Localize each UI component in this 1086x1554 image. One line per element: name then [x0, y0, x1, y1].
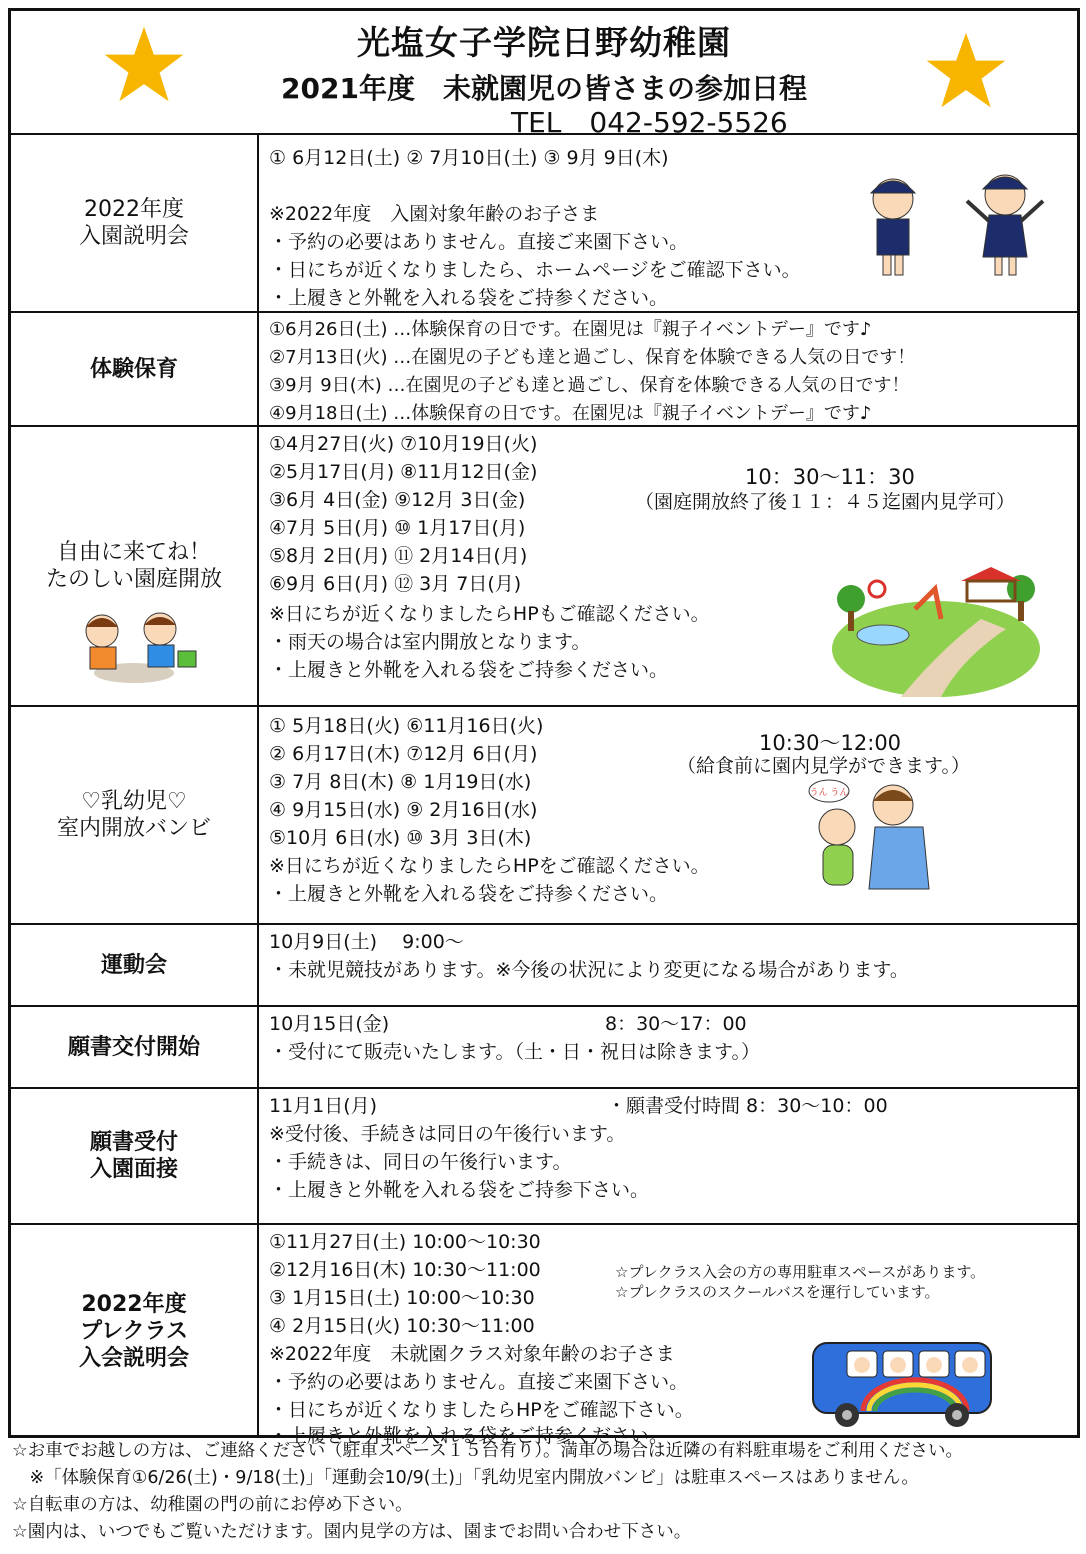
note-line: ・日にちが近くなりましたらHPをご確認下さい。: [269, 1399, 694, 1421]
time-note: （園庭開放終了後１１：４５迄園内見学可）: [635, 491, 1016, 513]
row-label: [11, 707, 259, 923]
row-label: [11, 1089, 259, 1223]
date-line: ④ 9月15日(水) ⑨ 2月16日(水): [269, 799, 538, 821]
date-line: ①11月27日(土) 10:00～10:30: [269, 1231, 541, 1253]
time-range: ・願書受付時間 8：30～10：00: [607, 1095, 888, 1117]
note-line: ・未就児競技があります。※今後の状況により変更になる場合があります。: [269, 959, 909, 981]
label-text: 2022年度 入園説明会: [78, 197, 189, 249]
row-undokai: [11, 925, 1077, 1007]
note-line: ・上履きと外靴を入れる袋をご持参ください。: [269, 287, 669, 309]
note-line: ・予約の必要はありません。直接ご来園下さい。: [269, 1371, 689, 1393]
date-line: ⑤10月 6日(水) ⑩ 3月 3日(木): [269, 827, 532, 849]
note-line: ・予約の必要はありません。直接ご来園下さい。: [269, 231, 689, 253]
label-text: 願書受付 入園面接: [89, 1130, 178, 1182]
row-content: [265, 707, 1077, 923]
row-content: [265, 1225, 1077, 1447]
row-content: [265, 427, 1077, 705]
schedule-sheet: [8, 8, 1080, 1447]
date-line: ①4月27日(火) ⑦10月19日(火): [269, 433, 538, 455]
date-line: ②12月16日(木) 10:30～11:00: [269, 1259, 541, 1281]
tel-number: TEL 042-592-5526: [511, 106, 788, 139]
time-range: 10：30～11：30: [745, 465, 915, 489]
date-line: 10月15日(金): [269, 1013, 390, 1035]
time-range: 10:30～12:00: [759, 731, 902, 755]
speech-bubble-text: うん うん: [809, 788, 849, 798]
row-content: [265, 1007, 1077, 1087]
date-line: ④ 2月15日(火) 10:30～11:00: [269, 1315, 535, 1337]
date-line: ⑤8月 2日(月) ⑪ 2月14日(月): [269, 545, 528, 567]
date-line: ④9月18日(土) …体験保育の日です。在園児は『親子イベントデー』です♪: [269, 403, 872, 424]
date-line: ③6月 4日(金) ⑨12月 3日(金): [269, 489, 526, 511]
date-line: 11月1日(月): [269, 1095, 378, 1117]
date-line: ③ 7月 8日(木) ⑧ 1月19日(水): [269, 771, 532, 793]
note-line: ・上履きと外靴を入れる袋をご持参ください。: [269, 1425, 669, 1447]
side-note: ☆プレクラスのスクールバスを運行しています。: [615, 1283, 940, 1301]
time-note: （給食前に園内見学ができます。）: [677, 755, 970, 777]
header: [11, 11, 1077, 139]
label-text: 運動会: [100, 952, 167, 978]
date-line: ⑥9月 6日(月) ⑫ 3月 7日(月): [269, 573, 522, 595]
note-line: ・手続きは、同日の午後行います。: [269, 1151, 572, 1173]
row-entei: [11, 427, 1077, 707]
kindergarten-children-illustration: [855, 161, 1055, 281]
note-line: ※受付後、手続きは同日の午後行います。: [269, 1123, 626, 1145]
footer-line: ☆お車でお越しの方は、ご連絡ください（駐車スペース１５台有り）。満車の場合は近隣の有料駐車場をご利用ください。: [12, 1441, 964, 1461]
label-text: ♡乳幼児♡ 室内開放バンビ: [56, 789, 211, 841]
row-content: [265, 925, 1077, 1005]
parent-baby-illustration: [805, 777, 935, 895]
park-illustration: [831, 559, 1041, 699]
row-label: [11, 313, 259, 425]
note-line: ・受付にて販売いたします。（土・日・祝日は除きます。）: [269, 1041, 760, 1063]
row-ganshokofu: [11, 1007, 1077, 1089]
date-line: ③9月 9日(木) …在園児の子ども達と過ごし、保育を体験できる人気の日です！: [269, 375, 910, 396]
note-line: ・雨天の場合は室内開放となります。: [269, 631, 591, 653]
row-content: [265, 135, 1077, 311]
row-label: [11, 135, 259, 311]
label-text: 自由に来てね！ たのしい園庭開放: [45, 540, 222, 592]
row-label: [11, 427, 259, 705]
side-note: ☆プレクラス入会の方の専用駐車スペースがあります。: [615, 1263, 986, 1281]
label-text: 2022年度 プレクラス 入会説明会: [78, 1291, 189, 1371]
row-label: [11, 1225, 259, 1437]
note-line: ※日にちが近くなりましたらHPもご確認ください。: [269, 603, 710, 625]
school-bus-illustration: [807, 1335, 997, 1431]
row-preclass: [11, 1225, 1077, 1447]
date-line: ② 6月17日(木) ⑦12月 6日(月): [269, 743, 538, 765]
note-line: ・上履きと外靴を入れる袋をご持参ください。: [269, 883, 669, 905]
label-text: 体験保育: [89, 356, 178, 382]
date-line: ④7月 5日(月) ⑩ 1月17日(月): [269, 517, 526, 539]
date-line: ① 5月18日(火) ⑥11月16日(火): [269, 715, 544, 737]
note-line: ※2022年度 未就園クラス対象年齢のお子さま: [269, 1343, 675, 1365]
note-line: ※日にちが近くなりましたらHPをご確認ください。: [269, 855, 710, 877]
note-line: ・上履きと外靴を入れる袋をご持参ください。: [269, 659, 669, 681]
page-subtitle: 2021年度 未就園児の皆さまの参加日程: [281, 72, 807, 105]
row-setsumeikai: [11, 135, 1077, 313]
label-text: 願書交付開始: [67, 1034, 200, 1060]
children-playing-illustration: [64, 603, 204, 683]
row-label: [11, 1007, 259, 1087]
row-taiken: [11, 313, 1077, 427]
row-label: [11, 925, 259, 1005]
date-line: ②7月13日(火) …在園児の子ども達と過ごし、保育を体験できる人気の日です！: [269, 347, 916, 368]
date-line: ②5月17日(月) ⑧11月12日(金): [269, 461, 538, 483]
row-content: [265, 1089, 1077, 1223]
footer-line: ※「体験保育①6/26(土)・9/18(土)」「運動会10/9(土)」「乳幼児室内開放バンビ」は駐車スペースはありません。: [12, 1468, 919, 1488]
date-line: ①6月26日(土) …体験保育の日です。在園児は『親子イベントデー』です♪: [269, 319, 872, 340]
note-line: ※2022年度 入園対象年齢のお子さま: [269, 203, 600, 225]
footer-notes: [12, 1438, 963, 1546]
date-line: ③ 1月15日(土) 10:00～10:30: [269, 1287, 535, 1309]
footer-line: ☆園内は、いつでもご覧いただけます。園内見学の方は、園までお問い合わせ下さい。: [12, 1522, 692, 1542]
school-name: 光塩女子学院日野幼稚園: [357, 23, 731, 62]
note-line: ・日にちが近くなりましたら、ホームページをご確認下さい。: [269, 259, 801, 281]
note-line: ・上履きと外靴を入れる袋をご持参下さい。: [269, 1179, 650, 1201]
time-range: 8：30～17：00: [605, 1013, 747, 1035]
footer-line: ☆自転車の方は、幼稚園の門の前にお停め下さい。: [12, 1495, 413, 1515]
row-ganshouketsuke: [11, 1089, 1077, 1225]
row-content: [265, 313, 1077, 425]
row-nyuyoji: [11, 707, 1077, 925]
date-line: 10月9日(土) 9:00～: [269, 931, 464, 953]
date-line: ① 6月12日(土) ② 7月10日(土) ③ 9月 9日(木): [269, 147, 669, 169]
